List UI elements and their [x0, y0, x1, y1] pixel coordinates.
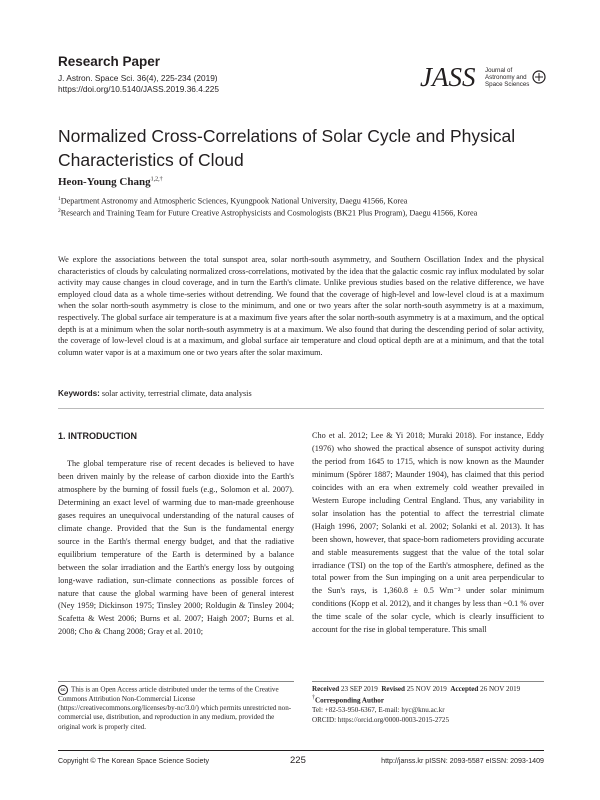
affiliation-number: 1 [58, 196, 61, 202]
author-line [58, 176, 163, 188]
logo-subtitle-line: Journal of [485, 67, 513, 74]
author-marks: 1,2,† [150, 176, 163, 183]
affiliation-number: 2 [58, 208, 61, 214]
affiliation-text: Research and Training Team for Future Creative Astrophysicists and Cosmologists (BK21 Plus Program), Daegu 41566, Korea [60, 208, 478, 218]
logo-subtitle-line: Astronomy and [485, 74, 527, 81]
paper-type: Research Paper [58, 54, 161, 69]
logo-subtitle [485, 67, 535, 88]
logo-subtitle-line: Space Sciences [485, 81, 530, 88]
received-date: 23 SEP 2019 [340, 685, 378, 693]
citation: J. Astron. Space Sci. 36(4), 225-234 (2019) [58, 73, 218, 83]
body-column-right: Cho et al. 2012; Lee & Yi 2018; Muraki 2018). For instance, Eddy (1976) who showed the practical absence of sunspot activity during the period from 1645 to 1715, which is now known as the Maunder minimum (Spörer 1887; Maunder 1904), has claimed that this period coincides with an era when extremely cold weather prevailed in Western Europe including Central England. Thus, any variability in solar insolation has the potential to affect the terrestrial climate (Haigh 1996, 2007; Solanki et al. 2002; Solanki et al. 2013). It has been shown, however, that space-born radiometers providing accurate and stable measurements suggest that the value of the total solar irradiance (TSI) on the top of the Earth's atmosphere, defined as the total power from the Sun impinging on a unit area perpendicular to the Sun's rays, is 1,360.8 ± 0.5 Wm⁻² under solar minimum conditions (Kopp et al. 2012), and it changes by less than ~0.1 % over the time scale of the solar cycle, which is clearly insufficient to account for the rise in global temperature. This small [312, 431, 544, 635]
journal-logo [420, 64, 546, 96]
affiliation-text: Department Astronomy and Atmospheric Sciences, Kyungpook National University, Daegu 41566, Korea [60, 196, 408, 206]
page-number: 225 [290, 755, 306, 766]
divider [58, 408, 544, 409]
divider [58, 750, 544, 751]
journal-header [58, 54, 548, 100]
divider [58, 681, 294, 682]
logo-text: JASS [420, 62, 476, 92]
footer-copyright: Copyright © The Korean Space Science Society [58, 757, 209, 765]
keywords [58, 389, 252, 398]
logo-mark-icon [532, 70, 546, 84]
corresponding-label: Corresponding Author [314, 696, 384, 705]
article-dates [312, 685, 544, 725]
divider [312, 681, 544, 682]
revised-label: Revised [381, 685, 405, 693]
date-line [312, 685, 544, 694]
received-label: Received [312, 685, 340, 693]
article-title: Normalized Cross-Correlations of Solar Cycle and Physical Characteristics of Cloud [58, 126, 516, 170]
corresponding-mark: † [312, 695, 315, 702]
orcid-link[interactable]: ORCID: https://orcid.org/0000-0003-2015-2725 [312, 715, 450, 724]
keywords-label: Keywords: [58, 389, 100, 398]
accepted-label: Accepted [450, 685, 479, 693]
affiliation [58, 208, 477, 218]
accepted-date: 26 NOV 2019 [480, 685, 521, 693]
revised-date: 25 NOV 2019 [406, 685, 447, 693]
affiliation [58, 196, 407, 206]
license-note [58, 685, 294, 732]
body-column-left: The global temperature rise of recent decades is believed to have been driven mainly by the release of carbon dioxide into the Earth's atmosphere by the burning of fossil fuels (e.g., Solomon et al. 2007). Determining an exact level of warming due to man-made greenhouse gases requires an unequivocal understanding of the natural causes of climate change. Provided that the Sun is the fundamental energy source in the Earth's thermal energy budget, and that the radiative equilibrium temperature of the Earth is determined by a balance between the solar irradiation and the Earth's energy loss by outgoing long-wave radiation, sun-climate connections as possible forces of nature that cause the global warming have been of general interest (Ney 1959; Dickinson 1975; Tinsley 2000; Roldugin & Tinsley 2004; Scafetta & West 2006; Burns et al. 2007; Haigh 2007; Burns et al. 2008; Cho & Chang 2008; Gray et al. 2010; [58, 459, 294, 637]
author-name: Heon-Young Chang [58, 176, 151, 188]
abstract: We explore the associations between the total sunspot area, solar north-south asymmetry, and Southern Oscillation Index and the physical characteristics of clouds by calculating normalized cross-correlations, motivated by the idea that the galactic cosmic ray influx modulated by solar activity may cause changes in cloud coverage, and in turn the Earth's climate. Unlike previous studies based on the relative difference, we have employed cloud data as a whole time-series without detrending. We found that the coverage of high-level and low-level cloud is at a maximum when the solar north-south asymmetry is close to the minimum, and one or two years after the solar north-south asymmetry is at a maximum, respectively. The global surface air temperature is at a maximum five years after the solar north-south asymmetry is at a maximum, and the optical depth is at a minimum when the solar north-south asymmetry is at a maximum. We also found that during the descending period of solar activity, the coverage of low-level cloud is at a maximum, and global surface air temperature and cloud optical depth are at a minimum, and that the total column water vapor is at a maximum one or two years after the solar maximum. [58, 255, 544, 357]
corresponding-author [312, 694, 544, 706]
doi-link[interactable]: https://doi.org/10.5140/JASS.2019.36.4.225 [58, 84, 219, 94]
section-heading: 1. INTRODUCTION [58, 431, 138, 441]
contact-info: Tel: +82-53-950-6367, E-mail: hyc@knu.ac.kr [312, 706, 445, 715]
creative-commons-icon: cc [58, 685, 68, 695]
keywords-text: solar activity, terrestrial climate, data analysis [101, 389, 252, 398]
footer-issn: http://janss.kr pISSN: 2093-5587 eISSN: 2093-1409 [381, 757, 544, 765]
license-text: This is an Open Access article distributed under the terms of the Creative Commons Attribution Non-Commercial License (https://creativecommons.org/licenses/by-nc/3.0/) which permits unrestricted non-commercial use, distribution, and reproduction in any medium, provided the original work is properly cited. [58, 685, 292, 731]
